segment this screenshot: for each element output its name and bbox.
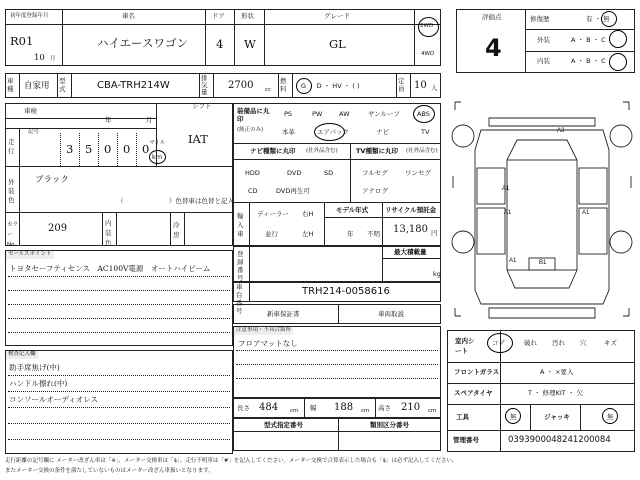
reg-month-value: 10 — [34, 53, 45, 63]
month-unit: 月 — [50, 56, 56, 62]
tv-fullseg: フルセグ — [362, 169, 388, 177]
diagram-wheel-fl — [452, 125, 474, 147]
model-year-line — [324, 217, 382, 218]
registration-label-col — [249, 246, 250, 282]
import-col3 — [382, 202, 383, 246]
model-year-label: モデル年式 — [336, 206, 369, 214]
notes-block — [233, 326, 441, 398]
diagram-right-front-door — [579, 168, 607, 204]
score-label: 評価点 — [482, 13, 502, 21]
fuel-options: G ・ D ・ HV ・ ( ) — [301, 82, 360, 90]
diagram-front-bumper — [489, 118, 595, 126]
docs-block — [233, 304, 441, 324]
model-value: CBA-TRH214W — [97, 80, 170, 91]
reg-year-label: 初年度登録年月 — [10, 13, 49, 19]
width-unit: cm — [361, 408, 370, 414]
spare-options: T ・ 修理KIT ・ 欠 — [528, 389, 583, 397]
diagram-wheel-fr — [610, 125, 632, 147]
row2-col8 — [396, 73, 397, 98]
sp-line-2 — [8, 290, 230, 291]
docs-manual: 新車保証書 — [267, 310, 300, 318]
glass-options: A ・ ×要入 — [540, 368, 574, 376]
import-parallel: 並行 — [265, 230, 278, 238]
navi-header-bottom — [233, 159, 441, 160]
interior-options: A ・ B ・ C — [571, 57, 606, 65]
tv-analog: アナログ — [362, 187, 388, 195]
in-line-2 — [8, 391, 230, 392]
displacement-value: 2700 — [228, 80, 254, 91]
jack-label: ジャッキ — [544, 413, 570, 421]
notes-label: 注意事項・不具合箇所 — [236, 327, 292, 333]
unit-mile: マイル — [149, 140, 166, 146]
row2-col1 — [19, 73, 20, 98]
equipment-sublabel: (純正のみ) — [237, 127, 264, 133]
tools-label: 工具 — [456, 413, 469, 421]
exterior-label: 外装 — [537, 36, 550, 44]
header-col1 — [62, 9, 63, 66]
equip-leather: 本革 — [282, 128, 295, 136]
interior-color-col — [102, 212, 103, 246]
aircon-label: 冷房 — [173, 221, 180, 239]
tv-oneseg: ワンセグ — [405, 169, 431, 177]
yen-unit: 円 — [431, 229, 438, 237]
type-line — [233, 431, 441, 432]
mileage-digit: 0 — [104, 142, 112, 156]
rp-row2 — [447, 383, 635, 384]
chassis-label-col — [249, 282, 250, 302]
mgmt-label: 管理番号 — [453, 436, 479, 444]
chassis-value: TRH214-0058616 — [302, 286, 390, 297]
digit-div-4 — [136, 133, 137, 166]
color-bottom — [5, 212, 233, 213]
height-label: 高さ — [378, 404, 391, 412]
max-load-label: 最大積載量 — [394, 248, 427, 256]
code-value: 209 — [48, 223, 68, 234]
tv-label: TV種類に丸印 — [356, 147, 398, 155]
score-value: 4 — [485, 34, 502, 62]
spare-label: スペアタイヤ — [454, 389, 493, 397]
unit-km: km — [152, 153, 163, 161]
inspection-label: 車検 — [24, 107, 37, 115]
digit-div-3 — [117, 133, 118, 166]
nt-line-1 — [236, 350, 438, 351]
registration-label: 登録番号 — [237, 250, 244, 282]
row2-col3 — [71, 73, 72, 98]
diagram-rear-window — [507, 270, 577, 288]
mileage-digit: 0 — [142, 142, 150, 156]
glass-label: フロントガラス — [454, 368, 500, 376]
code-label: カラーNo. — [7, 222, 19, 248]
header-col5 — [414, 9, 415, 66]
interior-color-label: 内装色 — [105, 219, 112, 247]
navi-dvd: DVD — [287, 169, 302, 177]
header-divider — [5, 24, 441, 25]
digit-div-2 — [98, 133, 99, 166]
interior-label: 内装 — [537, 57, 550, 65]
navi-sublabel: (社外品含む) — [306, 148, 338, 154]
diagram-wheel-rr — [610, 231, 632, 253]
tools-value: 無 — [510, 413, 517, 421]
diagram-mark: A1 — [582, 210, 590, 216]
grade-value: GL — [329, 37, 346, 51]
class-label: 類別区分番号 — [370, 421, 409, 429]
drive-4wd: 4WD — [421, 51, 435, 57]
width-value: 188 — [334, 402, 354, 413]
import-col2 — [324, 202, 325, 246]
diagram-bracket-tl — [455, 102, 461, 110]
navi-label: ナビ種類に丸印 — [250, 147, 296, 155]
inspection-month-unit: 月 — [146, 116, 153, 124]
selling-points-label: セールスポイント — [8, 251, 52, 257]
in-line-5 — [8, 439, 230, 440]
displacement-unit: cc — [265, 87, 272, 93]
diagram-mark: B1 — [539, 260, 547, 266]
fuel-label: 燃料 — [280, 77, 287, 93]
equipment-label: 装備品に丸印 — [237, 107, 270, 123]
inspector-line-3: コンソールオーディオレス — [9, 395, 99, 404]
diagram-mark: A3 — [557, 128, 565, 134]
mileage-digit: 3 — [66, 142, 74, 156]
equip-ps: PS — [284, 110, 293, 118]
diagram-left-front-door — [477, 168, 505, 204]
exterior-options: A ・ B ・ C — [571, 36, 606, 44]
recycle-value: 13,180 — [393, 224, 428, 235]
capacity-value: 10 — [414, 80, 427, 91]
type-divider — [338, 418, 339, 451]
footer-line-1: 走行距離の記号欄に メーター改ざん車は「※」、メーター交換車は「$」、走行不明車は「#」を記入してください。メーター交換で合算表示した場合も「$」は必ず記入してください。 — [5, 458, 458, 464]
row2-col6 — [278, 73, 279, 98]
nt-line-2 — [236, 364, 438, 365]
row2-col7 — [292, 73, 293, 98]
docs-owner-manual: 車両取説 — [378, 310, 404, 318]
row2-col4 — [199, 73, 200, 98]
car-type-label: 車種 — [7, 77, 14, 93]
nt-line-3 — [236, 378, 438, 379]
mileage-bottom — [5, 166, 233, 167]
recycle-line — [382, 217, 441, 218]
seat-label: 室内シート — [455, 337, 475, 355]
recycle-label: リサイクル預託金 — [385, 206, 437, 214]
import-label: 輸入車 — [237, 212, 244, 238]
import-left: 左H — [302, 230, 314, 238]
navi-tv-divider — [350, 143, 351, 202]
diagram-wheel-rl — [452, 231, 474, 253]
height-unit: cm — [428, 408, 437, 414]
running-label: 走行 — [8, 138, 15, 155]
diagram-mark: A1 — [509, 258, 517, 264]
diagram-windshield — [507, 140, 577, 160]
score-row2 — [525, 51, 635, 52]
diagram-body — [475, 130, 609, 304]
rp-row4 — [447, 430, 635, 431]
capacity-label: 定員 — [398, 77, 405, 93]
car-name-value: ハイエースワゴン — [97, 36, 188, 50]
running-label-col — [19, 128, 20, 166]
in-line-3 — [8, 407, 230, 408]
rp-row1 — [447, 362, 635, 363]
navi-cd: CD — [248, 187, 258, 195]
color-label: 外装色 — [8, 178, 15, 204]
diagram-rear-bumper — [489, 308, 595, 318]
import-top — [233, 202, 441, 203]
rp-jack-col — [530, 404, 531, 430]
exterior-c-circle — [609, 30, 627, 48]
aircon-col2 — [184, 212, 185, 246]
footer-line-2: またメーター交換の条件を満たしていないものはメーター改ざん車扱いとなります。 — [5, 468, 214, 474]
note-label: 記号 — [28, 129, 40, 135]
capacity-unit: 人 — [431, 84, 438, 92]
seat-option: 汚れ — [552, 339, 565, 347]
size-col2 — [375, 398, 376, 418]
interior-c-circle — [609, 53, 627, 71]
jack-value: 無 — [607, 413, 614, 421]
equipment-bottom — [233, 143, 441, 144]
use-value: 自家用 — [24, 81, 50, 91]
aircon-col — [170, 212, 171, 246]
diagram-bracket-br — [623, 308, 629, 316]
shape-label: 形状 — [241, 12, 254, 20]
sp-line-4 — [8, 318, 230, 319]
diagram-mark: A1 — [502, 186, 510, 192]
inspection-year-unit: 年 — [105, 116, 112, 124]
equip-pw: PW — [312, 110, 323, 118]
length-label: 長さ — [237, 404, 250, 412]
import-right: 右H — [302, 210, 314, 218]
color-value: ブラック — [35, 175, 69, 185]
notes-value: フロアマットなし — [238, 339, 298, 348]
rp-row3 — [447, 404, 635, 405]
digit-div-1 — [79, 133, 80, 166]
model-year-unknown: 不明 — [367, 230, 380, 238]
mgmt-value: 0393900048241200084 — [508, 435, 611, 445]
doors-label: ドア — [212, 12, 225, 20]
row2-col2 — [57, 73, 58, 98]
row2-col5 — [213, 73, 214, 98]
header-col4 — [264, 9, 265, 66]
shape-value: W — [244, 37, 256, 51]
in-line-4 — [8, 423, 230, 424]
size-col1 — [304, 398, 305, 418]
inspection-line — [5, 118, 156, 119]
doors-value: 4 — [216, 37, 224, 51]
equip-airbag: エアバック — [317, 128, 349, 136]
width-label: 幅 — [310, 404, 317, 412]
interior-color-col2 — [116, 212, 117, 246]
header-col3 — [234, 9, 235, 66]
repair-label: 修復歴 — [530, 15, 550, 23]
shift-value: IAT — [188, 132, 208, 146]
selling-points-value: トヨタセーフティセンス AC100V電源 オートハイビーム — [9, 264, 211, 273]
import-col1 — [249, 202, 250, 246]
grade-label: グレード — [324, 12, 350, 20]
reg-year-value: R01 — [10, 34, 34, 48]
car-name-label: 車名 — [122, 12, 135, 20]
rp-jack-col2 — [580, 404, 581, 430]
in-line-1 — [8, 375, 230, 376]
navi-sd: SD — [324, 169, 334, 177]
equip-navi: ナビ — [376, 128, 389, 136]
length-unit: cm — [290, 408, 299, 414]
seat-option: コゲ — [492, 339, 505, 347]
length-value: 484 — [259, 402, 279, 413]
type-label: 型式指定番号 — [264, 421, 303, 429]
seat-option: 破れ — [524, 339, 537, 347]
mileage-digit: 0 — [123, 142, 131, 156]
code-label-col — [19, 212, 20, 246]
model-year-unit: 年 — [347, 230, 354, 238]
color-label-col — [19, 166, 20, 212]
navi-hdd: HDD — [245, 169, 260, 177]
navi-dvd-play: DVD再生可 — [276, 187, 310, 195]
kg-unit: kg — [433, 270, 441, 278]
equip-sunroof: サンルーフ — [368, 110, 400, 118]
model-label: 型式 — [59, 77, 66, 93]
car-diagram — [449, 90, 635, 328]
inspector-label: 検査記入欄 — [8, 351, 36, 357]
import-dealer: ディーラー — [257, 210, 289, 218]
diagram-left-rear-door — [477, 208, 505, 254]
color-note: （ ）色替車は色替と記入 — [117, 197, 234, 205]
diagram-bracket-tr — [623, 102, 629, 110]
maxload-line — [382, 258, 441, 259]
inspector-line-2: ハンドル擦れ(中) — [9, 379, 68, 388]
seat-option: キズ — [604, 339, 617, 347]
repair-options: 有 ・ 無 — [586, 15, 610, 23]
shift-label: シフト — [192, 102, 212, 110]
equip-tv: TV — [421, 128, 430, 136]
sp-line-5 — [8, 332, 230, 333]
drive-2wd: 2WD — [420, 23, 434, 29]
tv-sublabel: (社外品含む) — [406, 148, 438, 154]
score-col1 — [525, 9, 526, 73]
maxload-col — [382, 246, 383, 282]
height-value: 210 — [401, 402, 421, 413]
header-col2 — [205, 9, 206, 66]
sp-line-1 — [8, 276, 230, 277]
equip-aw: AW — [339, 110, 350, 118]
sp-line-3 — [8, 304, 230, 305]
displacement-label: 排気量 — [201, 74, 208, 96]
diagram-mark: A1 — [504, 210, 512, 216]
chassis-label: 車台番号 — [236, 283, 243, 315]
digit-div-0 — [60, 133, 61, 166]
mileage-digit: 5 — [85, 142, 93, 156]
equip-abs: ABS — [417, 110, 430, 118]
diagram-roof — [507, 160, 577, 270]
diagram-bracket-bl — [455, 308, 461, 316]
inspector-line-1: 助手席焦げ(中) — [9, 363, 60, 372]
seat-option: 穴 — [580, 339, 587, 347]
docs-divider — [338, 304, 339, 324]
row2-col9 — [410, 73, 411, 98]
